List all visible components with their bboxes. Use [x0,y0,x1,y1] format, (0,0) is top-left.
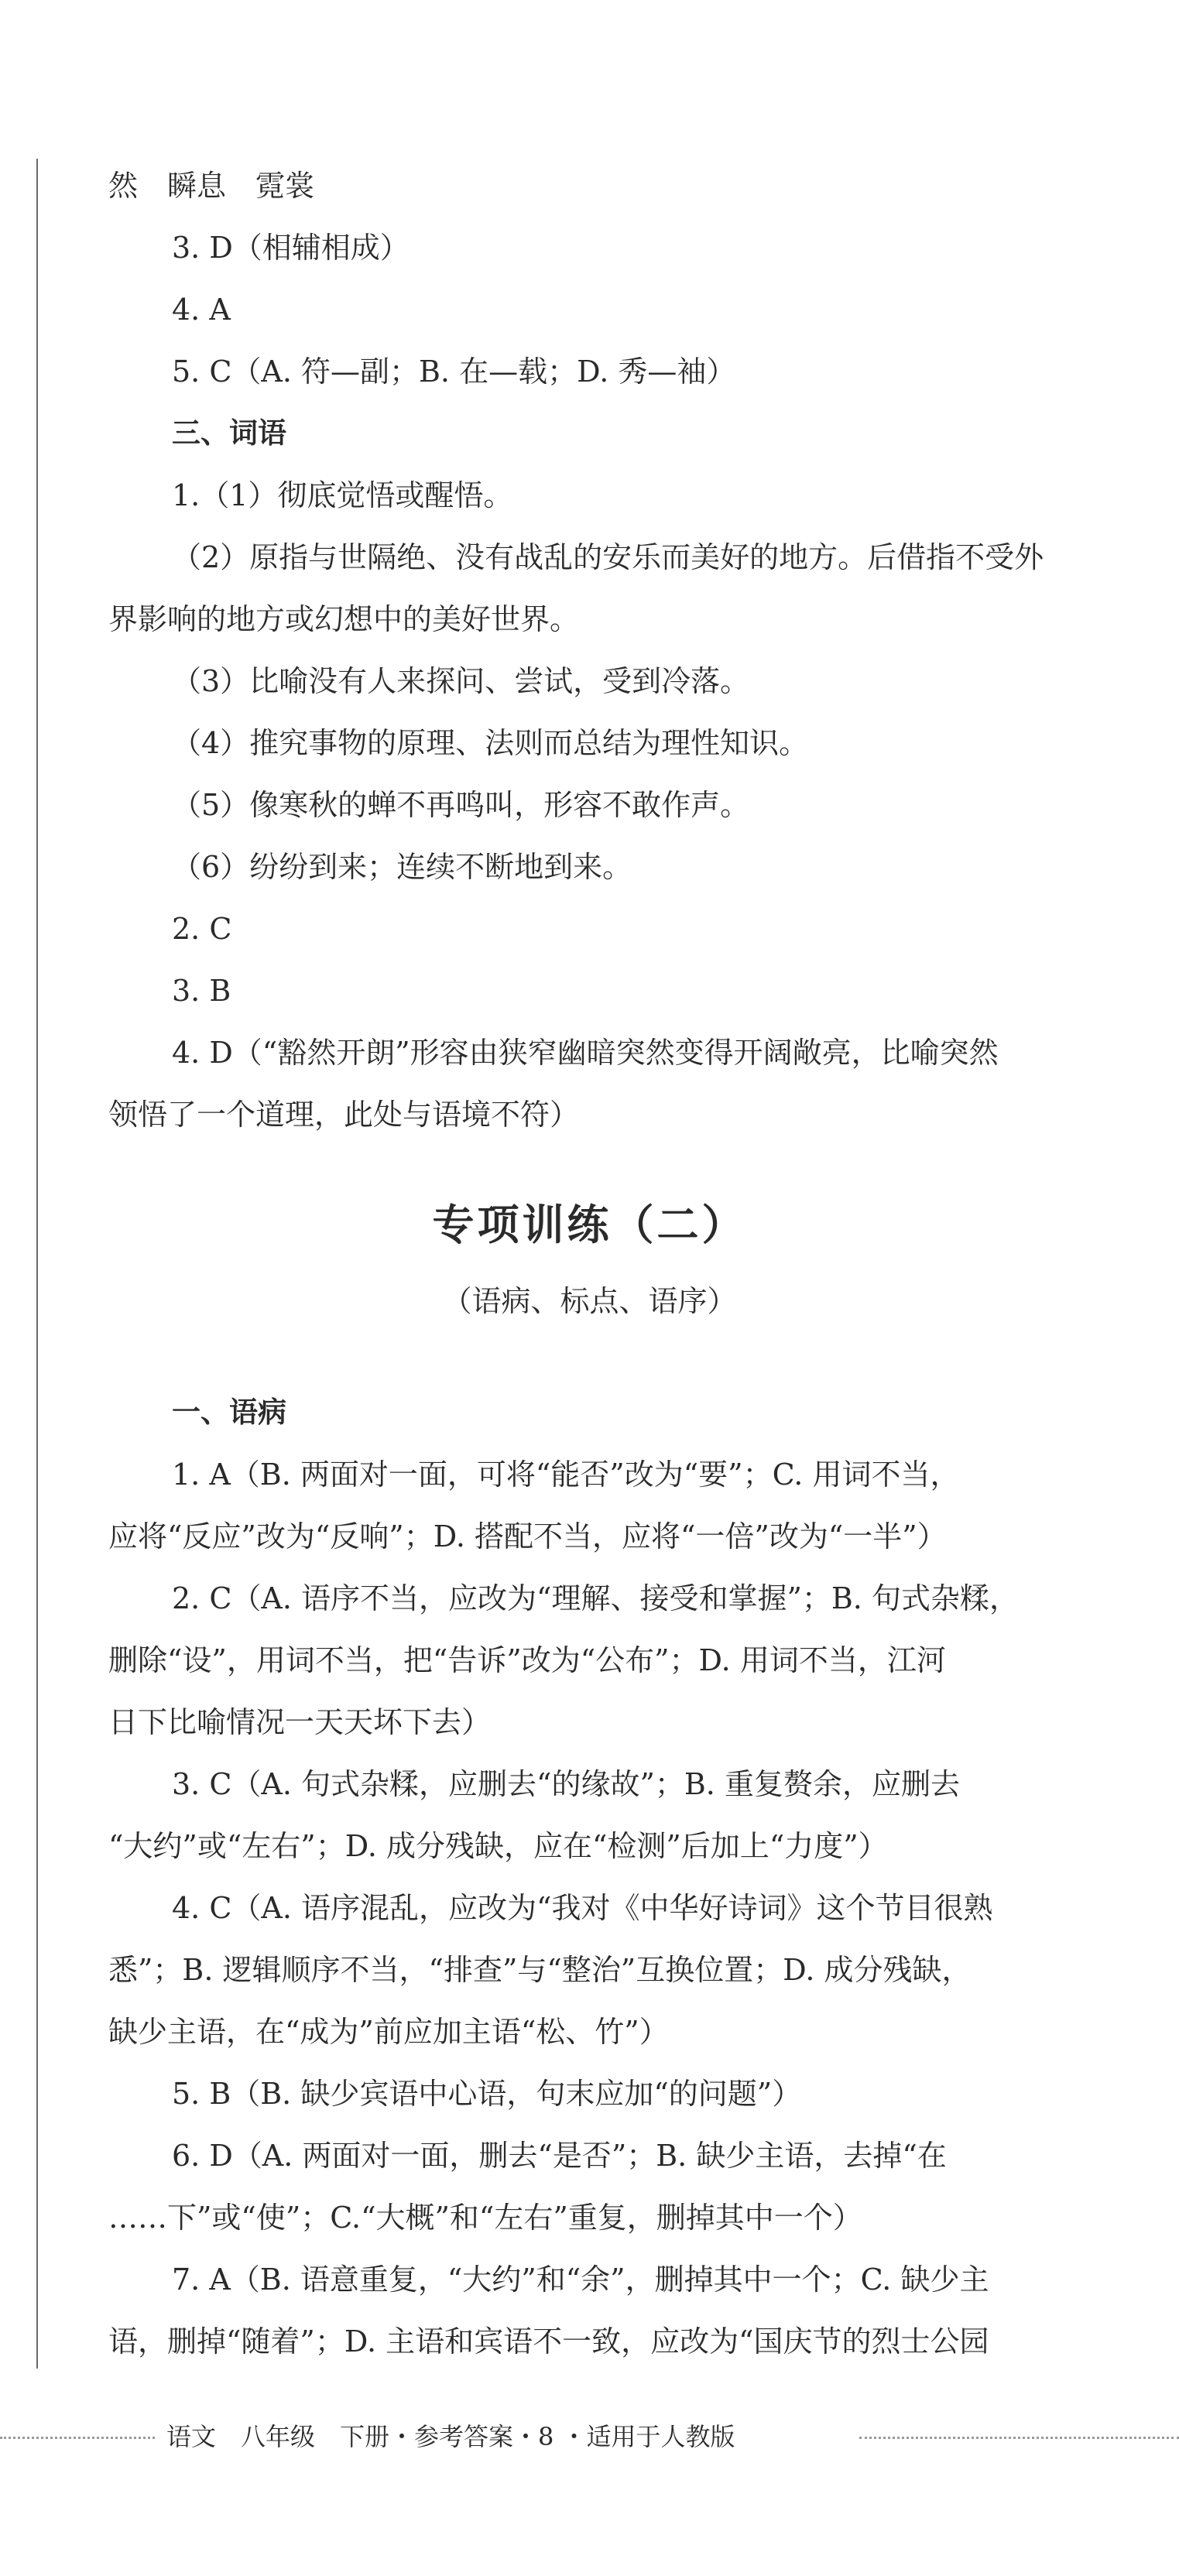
text-line: 缺少主语，在“成为”前应加主语“松、竹”） [108,2015,669,2049]
margin-rule [36,159,38,2369]
footer-rule [859,2437,1179,2439]
text-line: 2. C（A. 语序不当，应改为“理解、接受和掌握”；B. 句式杂糅， [172,1581,1019,1615]
footer-rule [0,2437,155,2439]
text-line: 领悟了一个道理，此处与语境不符） [108,1098,580,1132]
text-line: 然 瞬息 霓裳 [108,169,315,203]
text-line: 7. A（B. 语意重复，“大约”和“余”，删掉其中一个；C. 缺少主 [172,2263,989,2297]
text-line: 悉”；B. 逻辑顺序不当，“排查”与“整治”互换位置；D. 成分残缺， [108,1953,972,1987]
text-line: “大约”或“左右”；D. 成分残缺，应在“检测”后加上“力度”） [108,1829,888,1863]
text-line: 1.（1）彻底觉悟或醒悟。 [172,478,513,512]
text-line: 语，删掉“随着”；D. 主语和宾语不一致，应改为“国庆节的烈士公园 [108,2324,989,2358]
text-line: 6. D（A. 两面对一面，删去“是否”；B. 缺少主语，去掉“在 [172,2139,947,2173]
text-line: 3. B [172,974,231,1008]
text-line: （3）比喻没有人来探问、尝试，受到冷落。 [172,664,750,698]
text-line: 删除“设”，用词不当，把“告诉”改为“公布”；D. 用词不当，江河 [108,1643,946,1677]
answer-block-2 [108,1382,1138,2372]
subsection-heading: 一、语病 [172,1396,286,1429]
section-subtitle: （语病、标点、语序） [442,1284,737,1318]
text-line: 4. D（“豁然开朗”形容由狭窄幽暗突然变得开阔敞亮，比喻突然 [172,1036,999,1070]
text-line: 3. D（相辅相成） [172,231,410,265]
text-line: 1. A（B. 两面对一面，可将“能否”改为“要”；C. 用词不当， [172,1458,960,1492]
text-line: 4. A [172,293,231,327]
text-line: 5. B（B. 缺少宾语中心语，句末应加“的问题”） [172,2077,802,2111]
subsection-heading: 三、词语 [172,416,286,450]
text-line: 日下比喻情况一天天坏下去） [108,1705,492,1739]
text-line: 4. C（A. 语序混乱，应改为“我对《中华好诗词》这个节目很熟 [172,1891,993,1925]
text-line: 界影响的地方或幻想中的美好世界。 [108,602,580,636]
page-footer: 语文 八年级 下册・参考答案・8 ・适用于人教版 [166,2422,735,2451]
text-line: （5）像寒秋的蝉不再鸣叫，形容不敢作声。 [172,788,750,822]
text-line: 应将“反应”改为“反响”；D. 搭配不当，应将“一倍”改为“一半”） [108,1519,947,1553]
text-line: （2）原指与世隔绝、没有战乱的安乐而美好的地方。后借指不受外 [172,540,1044,574]
text-line: 2. C [172,912,232,946]
text-line: （4）推究事物的原理、法则而总结为理性知识。 [172,726,809,760]
text-line: 3. C（A. 句式杂糅，应删去“的缘故”；B. 重复赘余，应删去 [172,1767,960,1801]
text-line: ……下”或“使”；C.“大概”和“左右”重复，删掉其中一个） [108,2201,862,2235]
answer-block-1 [108,155,1138,1146]
section-title: 专项训练（二） [432,1201,747,1249]
text-line: 5. C（A. 符—副；B. 在—载；D. 秀—袖） [172,355,736,389]
text-line: （6）纷纷到来；连续不断地到来。 [172,850,632,884]
